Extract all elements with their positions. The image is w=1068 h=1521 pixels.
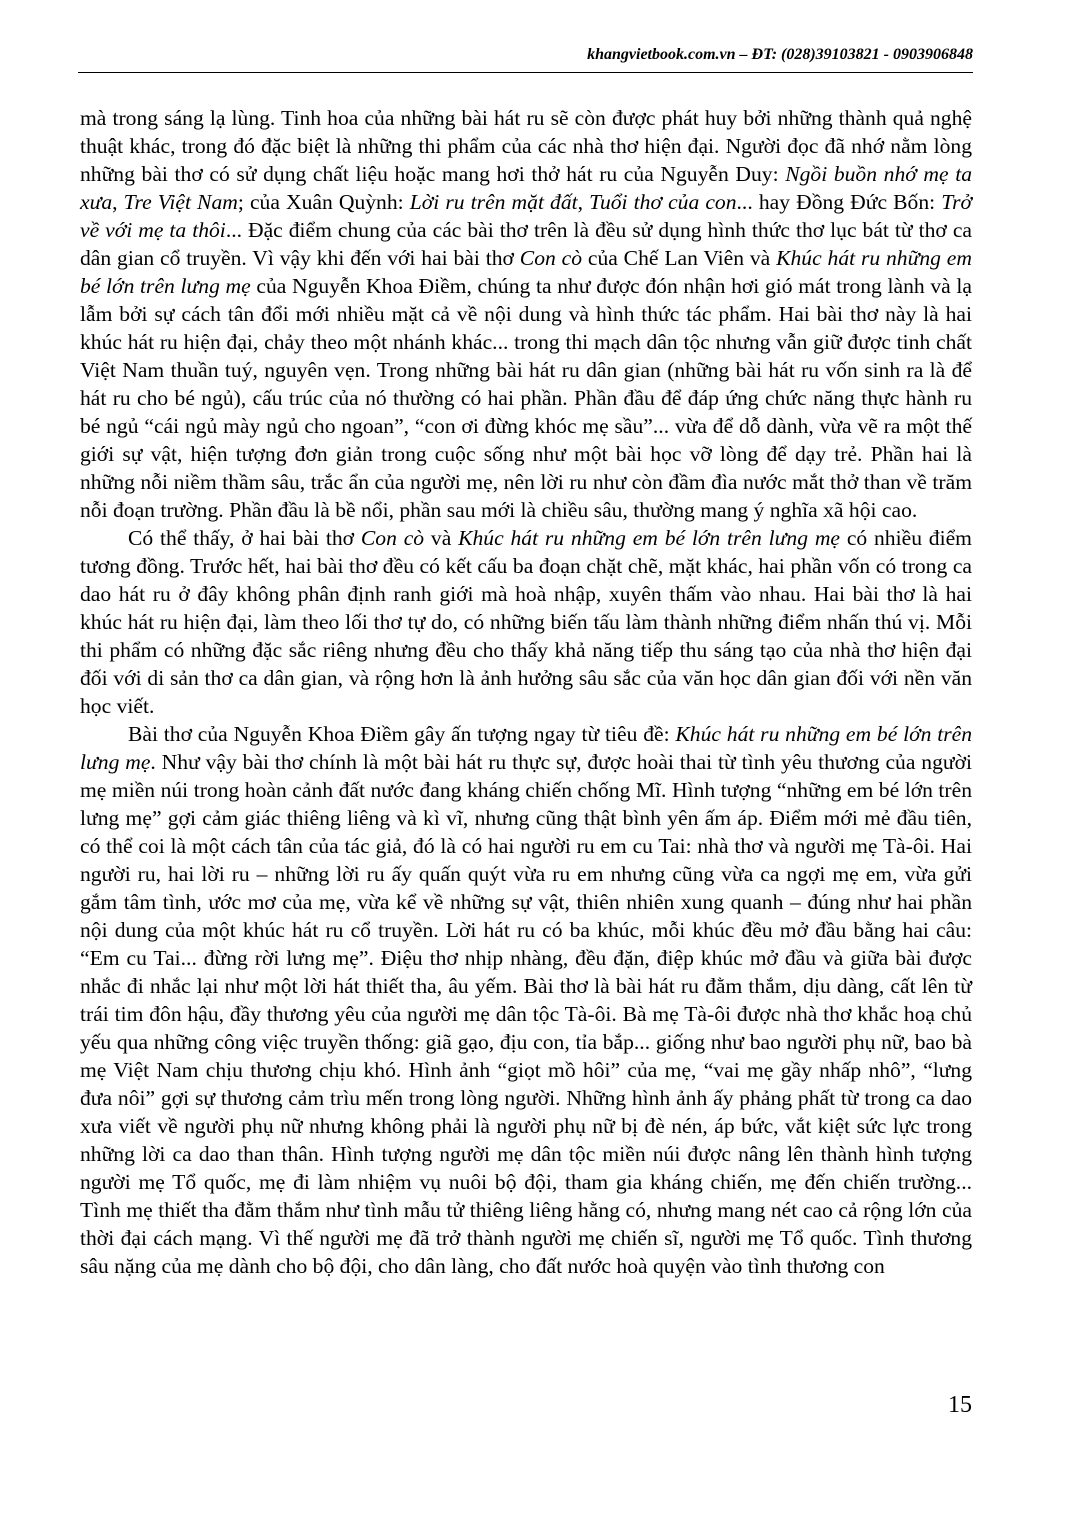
italic-title-run: Khúc hát ru những em bé lớn trên lưng mẹ (80, 246, 972, 298)
page-header: khangvietbook.com.vn – ĐT: (028)39103821 - 0903906848 (78, 44, 973, 73)
text-run: của Nguyễn Khoa Điềm, chúng ta như được đón nhận hơi gió mát trong lành và lạ lẫm bởi sự cách tân đổi mới nhiều mặt cả về nội dung và hình thức tác phẩm. Hai bài thơ này là hai khúc hát ru hiện đại, chảy theo một nhánh khác... trong thi mạch dân tộc nhưng vẫn giữ được tinh chất Việt Nam thuần tuý, nguyên vẹn. Trong những bài hát ru dân gian (những bài hát ru vốn sinh ra là để hát ru cho bé ngủ), cấu trúc của nó thường có hai phần. Phần đầu để đáp ứng chức năng thực hành ru bé ngủ “cái ngủ mày ngủ cho ngoan”, “con ơi đừng khóc mẹ sầu”... vừa để dỗ dành, vừa vẽ ra một thế giới sự vật, hiện tượng đơn giản trong cuộc sống như một bài học vỡ lòng để dạy trẻ. Phần hai là những nỗi niềm thầm sâu, trắc ẩn của người mẹ, nên lời ru như còn đầm đìa nước mắt thở than về trăm nỗi đoạn trường. Phần đầu là bề nổi, phần sau mới là chiều sâu, thường mang ý nghĩa xã hội cao. (80, 274, 972, 522)
italic-title-run: Tre Việt Nam (123, 190, 238, 214)
text-run: Bài thơ của Nguyễn Khoa Điềm gây ấn tượng ngay từ tiêu đề: (128, 722, 676, 746)
text-run: có nhiều điểm tương đồng. Trước hết, hai bài thơ đều có kết cấu ba đoạn chặt chẽ, mặt khác, hai phần vốn có trong ca dao hát ru ở đây không phân định ranh giới mà hoà nhập, xuyên thấm vào nhau. Hai bài thơ là hai khúc hát ru hiện đại, làm theo lối thơ tự do, có những biến tấu làm thành những điểm nhấn thú vị. Mỗi thi phẩm có những đặc sắc riêng nhưng đều cho thấy khả năng tiếp thu sáng tạo của nhà thơ hiện đại đối với di sản thơ ca dân gian, và rộng hơn là ảnh hưởng sâu sắc của văn học dân gian đối với nền văn học viết. (80, 526, 972, 718)
text-run: ... Đặc điểm chung của các bài thơ trên là đều sử dụng hình thức thơ lục bát từ thơ ca dân gian cổ truyền. Vì vậy khi đến với hai bài thơ (80, 218, 972, 270)
text-run: , (112, 190, 124, 214)
italic-title-run: Khúc hát ru những em bé lớn trên lưng mẹ (80, 722, 972, 774)
text-run: mà trong sáng lạ lùng. Tinh hoa của những bài hát ru sẽ còn được phát huy bởi những thành quả nghệ thuật khác, trong đó đặc biệt là những thi phẩm của các nhà thơ hiện đại. Người đọc đã nhớ nằm lòng những bài thơ có sử dụng chất liệu hoặc mang hơi thở hát ru của Nguyễn Duy: (80, 106, 972, 186)
italic-title-run: Trở về với mẹ ta thôi (80, 190, 972, 242)
italic-title-run: Ngồi buồn nhớ mẹ ta xưa (80, 162, 972, 214)
paragraph-1 (80, 104, 972, 524)
paragraph-3 (80, 720, 972, 1280)
italic-title-run: Khúc hát ru những em bé lớn trên lưng mẹ (458, 526, 840, 550)
italic-title-run: Con cò (519, 246, 583, 270)
italic-title-run: Tuổi thơ của con (589, 190, 737, 214)
italic-title-run: Lời ru trên mặt đất (409, 190, 578, 214)
text-run: ; của Xuân Quỳnh: (237, 190, 410, 214)
text-run: . Như vậy bài thơ chính là một bài hát ru thực sự, được hoài thai từ tình yêu thương của người mẹ miền núi trong hoàn cảnh đất nước đang kháng chiến chống Mĩ. Hình tượng “những em bé lớn trên lưng mẹ” gợi cảm giác thiêng liêng và kì vĩ, nhưng cũng thật bình yên ấm áp. Điểm mới mẻ đầu tiên, có thể coi là một cách tân của tác giả, đó là có hai người ru em cu Tai: nhà thơ và người mẹ Tà-ôi. Hai người ru, hai lời ru – những lời ru ấy quấn quýt vừa ru em nhưng cũng vừa ca ngợi mẹ em, vừa gửi gắm tâm tình, ước mơ của mẹ, vừa kể về những sự vật, thiên nhiên xung quanh – đúng như hai phần nội dung của một khúc hát ru cổ truyền. Lời hát ru có ba khúc, mỗi khúc đều mở đầu bằng hai câu: “Em cu Tai... đừng rời lưng mẹ”. Điệu thơ nhịp nhàng, đều đặn, điệp khúc mở đầu và giữa bài được nhắc đi nhắc lại như một lời hát thiết tha, âu yếm. Bài thơ là bài hát ru đằm thắm, dịu dàng, cất lên từ trái tim đôn hậu, đầy thương yêu của người mẹ dân tộc Tà-ôi. Bà mẹ Tà-ôi được nhà thơ khắc hoạ chủ yếu qua những công việc truyền thống: giã gạo, địu con, tỉa bắp... giống như bao người phụ nữ, bao bà mẹ Việt Nam chịu thương chịu khó. Hình ảnh “giọt mồ hôi” của mẹ, “vai mẹ gầy nhấp nhô”, “lưng đưa nôi” gợi sự thương cảm trìu mến trong lòng người. Những hình ảnh ấy phảng phất từ trong ca dao xưa viết về người phụ nữ nhưng không phải là người phụ nữ bị đè nén, áp bức, vắt kiệt sức lực trong những lời ca dao than thân. Hình tượng người mẹ dân tộc miền núi được nâng lên thành hình tượng người mẹ Tổ quốc, mẹ đi làm nhiệm vụ nuôi bộ đội, tham gia kháng chiến, mẹ đến chiến trường... Tình mẹ thiết tha đằm thắm như tình mẫu tử thiêng liêng hằng có, nhưng mang nét cao cả rộng lớn của thời đại cách mạng. Vì thế người mẹ đã trở thành người mẹ chiến sĩ, người mẹ Tổ quốc. Tình thương sâu nặng của mẹ dành cho bộ đội, cho dân làng, cho đất nước hoà quyện vào tình thương con (80, 750, 972, 1278)
text-run: Có thể thấy, ở hai bài thơ (128, 526, 361, 550)
body-text (80, 104, 972, 1280)
page-number: 15 (948, 1392, 972, 1418)
text-run: , (577, 190, 590, 214)
text-run: ... hay Đồng Đức Bốn: (736, 190, 942, 214)
paragraph-2 (80, 524, 972, 720)
text-run: và (424, 526, 459, 550)
italic-title-run: Con cò (360, 526, 425, 550)
text-run: của Chế Lan Viên và (582, 246, 777, 270)
